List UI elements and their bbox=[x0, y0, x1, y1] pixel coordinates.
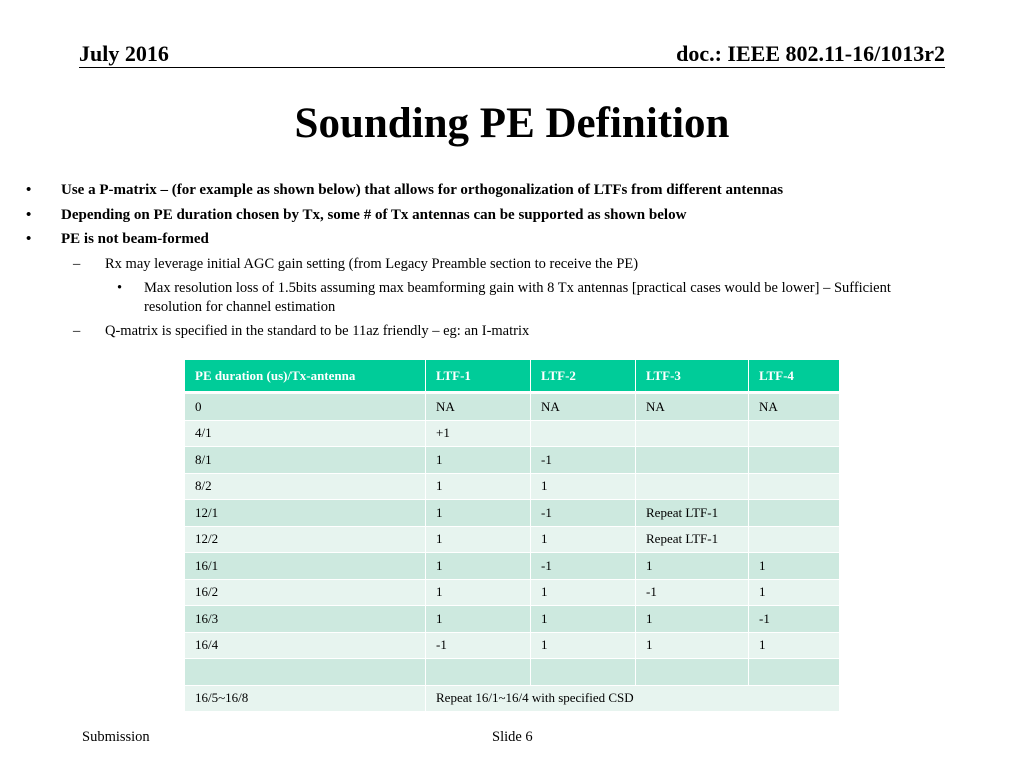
table-row-csd bbox=[185, 686, 839, 713]
table-cell bbox=[531, 659, 636, 686]
footer-submission: Submission bbox=[82, 729, 150, 745]
table-cell: NA bbox=[636, 394, 749, 421]
table-cell: 1 bbox=[426, 500, 531, 527]
table-cell: 1 bbox=[531, 606, 636, 633]
table-cell: 8/1 bbox=[185, 447, 426, 474]
bullet-marker: • bbox=[26, 206, 32, 223]
table-cell: 1 bbox=[426, 606, 531, 633]
table-cell: -1 bbox=[636, 580, 749, 607]
table-cell: NA bbox=[426, 394, 531, 421]
table-row bbox=[185, 553, 839, 580]
table-cell bbox=[636, 447, 749, 474]
header-ltf-1: LTF-1 bbox=[426, 360, 531, 394]
table-cell: 1 bbox=[426, 447, 531, 474]
table-cell bbox=[636, 421, 749, 448]
table-cell bbox=[749, 527, 839, 554]
table-row bbox=[185, 527, 839, 554]
table-cell: 1 bbox=[426, 580, 531, 607]
table-cell: 1 bbox=[426, 553, 531, 580]
table-cell bbox=[749, 500, 839, 527]
header-pe-duration: PE duration (us)/Tx-antenna bbox=[185, 360, 426, 394]
sub-bullet-item bbox=[0, 252, 1024, 276]
table-cell: 1 bbox=[636, 633, 749, 660]
table-cell: 1 bbox=[749, 553, 839, 580]
sub-sub-bullet-text: Max resolution loss of 1.5bits assuming max beamforming gain with 8 Tx antennas [practical cases would be lower] – Sufficient resolution for channel estimation bbox=[144, 279, 891, 315]
sub-bullet-text: Rx may leverage initial AGC gain setting (from Legacy Preamble section to receive the PE) bbox=[105, 255, 639, 272]
table-cell: NA bbox=[531, 394, 636, 421]
header-ltf-2: LTF-2 bbox=[531, 360, 636, 394]
table-row bbox=[185, 421, 839, 448]
table-cell bbox=[749, 659, 839, 686]
table-row bbox=[185, 474, 839, 501]
table-cell-label: 16/5~16/8 bbox=[185, 686, 426, 713]
sub-sub-bullet-item bbox=[0, 276, 1024, 319]
table-cell-merged: Repeat 16/1~16/4 with specified CSD bbox=[426, 686, 839, 713]
table-row bbox=[185, 500, 839, 527]
pe-ltf-table bbox=[185, 360, 839, 712]
table-cell bbox=[636, 474, 749, 501]
bullet-text: Depending on PE duration chosen by Tx, some # of Tx antennas can be supported as shown below bbox=[61, 206, 687, 223]
table-cell: 0 bbox=[185, 394, 426, 421]
table-cell: 1 bbox=[636, 606, 749, 633]
bullet-marker: • bbox=[117, 279, 123, 296]
table-cell: 12/2 bbox=[185, 527, 426, 554]
table-cell bbox=[749, 421, 839, 448]
table-cell: -1 bbox=[531, 553, 636, 580]
table-cell bbox=[531, 421, 636, 448]
table-cell: -1 bbox=[531, 447, 636, 474]
table-cell: NA bbox=[749, 394, 839, 421]
sub-bullet-text: Q-matrix is specified in the standard to be 11az friendly – eg: an I-matrix bbox=[105, 322, 530, 339]
bullet-marker: • bbox=[26, 182, 32, 198]
header-date: July 2016 bbox=[79, 41, 169, 66]
table-cell: 4/1 bbox=[185, 421, 426, 448]
table-cell: 16/3 bbox=[185, 606, 426, 633]
bullet-item bbox=[0, 178, 1024, 203]
table-cell: 16/4 bbox=[185, 633, 426, 660]
bullet-text: PE is not beam-formed bbox=[61, 231, 209, 247]
header-doc-id: doc.: IEEE 802.11-16/1013r2 bbox=[676, 41, 945, 66]
table-row bbox=[185, 606, 839, 633]
header-rule bbox=[79, 67, 945, 68]
header-ltf-4: LTF-4 bbox=[749, 360, 839, 394]
table-cell: +1 bbox=[426, 421, 531, 448]
table-cell: -1 bbox=[426, 633, 531, 660]
table-cell: 12/1 bbox=[185, 500, 426, 527]
table-cell: Repeat LTF-1 bbox=[636, 527, 749, 554]
table-cell: 1 bbox=[636, 553, 749, 580]
bullet-list bbox=[0, 178, 1024, 343]
table-row bbox=[185, 447, 839, 474]
table-cell: 1 bbox=[426, 474, 531, 501]
dash-marker: – bbox=[73, 255, 81, 272]
table-cell bbox=[749, 447, 839, 474]
table-cell: Repeat LTF-1 bbox=[636, 500, 749, 527]
table-cell: -1 bbox=[749, 606, 839, 633]
table-row bbox=[185, 394, 839, 421]
bullet-marker: • bbox=[26, 231, 32, 247]
slide-title: Sounding PE Definition bbox=[294, 100, 730, 147]
bullet-item bbox=[0, 227, 1024, 252]
table-cell: 1 bbox=[426, 527, 531, 554]
table-cell: 16/2 bbox=[185, 580, 426, 607]
table-cell: 1 bbox=[531, 527, 636, 554]
table-row-empty bbox=[185, 659, 839, 686]
table-row bbox=[185, 580, 839, 607]
dash-marker: – bbox=[73, 322, 81, 339]
table-header-row bbox=[185, 360, 839, 394]
table-cell: 1 bbox=[749, 580, 839, 607]
table-row bbox=[185, 633, 839, 660]
table-cell bbox=[185, 659, 426, 686]
table-cell: 1 bbox=[749, 633, 839, 660]
table-cell: -1 bbox=[531, 500, 636, 527]
bullet-item bbox=[0, 203, 1024, 228]
table-cell bbox=[636, 659, 749, 686]
table-cell: 1 bbox=[531, 580, 636, 607]
table-cell: 16/1 bbox=[185, 553, 426, 580]
table-cell: 1 bbox=[531, 474, 636, 501]
bullet-text: Use a P-matrix – (for example as shown below) that allows for orthogonalization of LTFs from different antennas bbox=[61, 182, 784, 198]
table-cell: 8/2 bbox=[185, 474, 426, 501]
header-ltf-3: LTF-3 bbox=[636, 360, 749, 394]
sub-bullet-item bbox=[0, 319, 1024, 343]
table-cell bbox=[749, 474, 839, 501]
footer-slide-number: Slide 6 bbox=[492, 729, 533, 745]
table-cell bbox=[426, 659, 531, 686]
table-cell: 1 bbox=[531, 633, 636, 660]
